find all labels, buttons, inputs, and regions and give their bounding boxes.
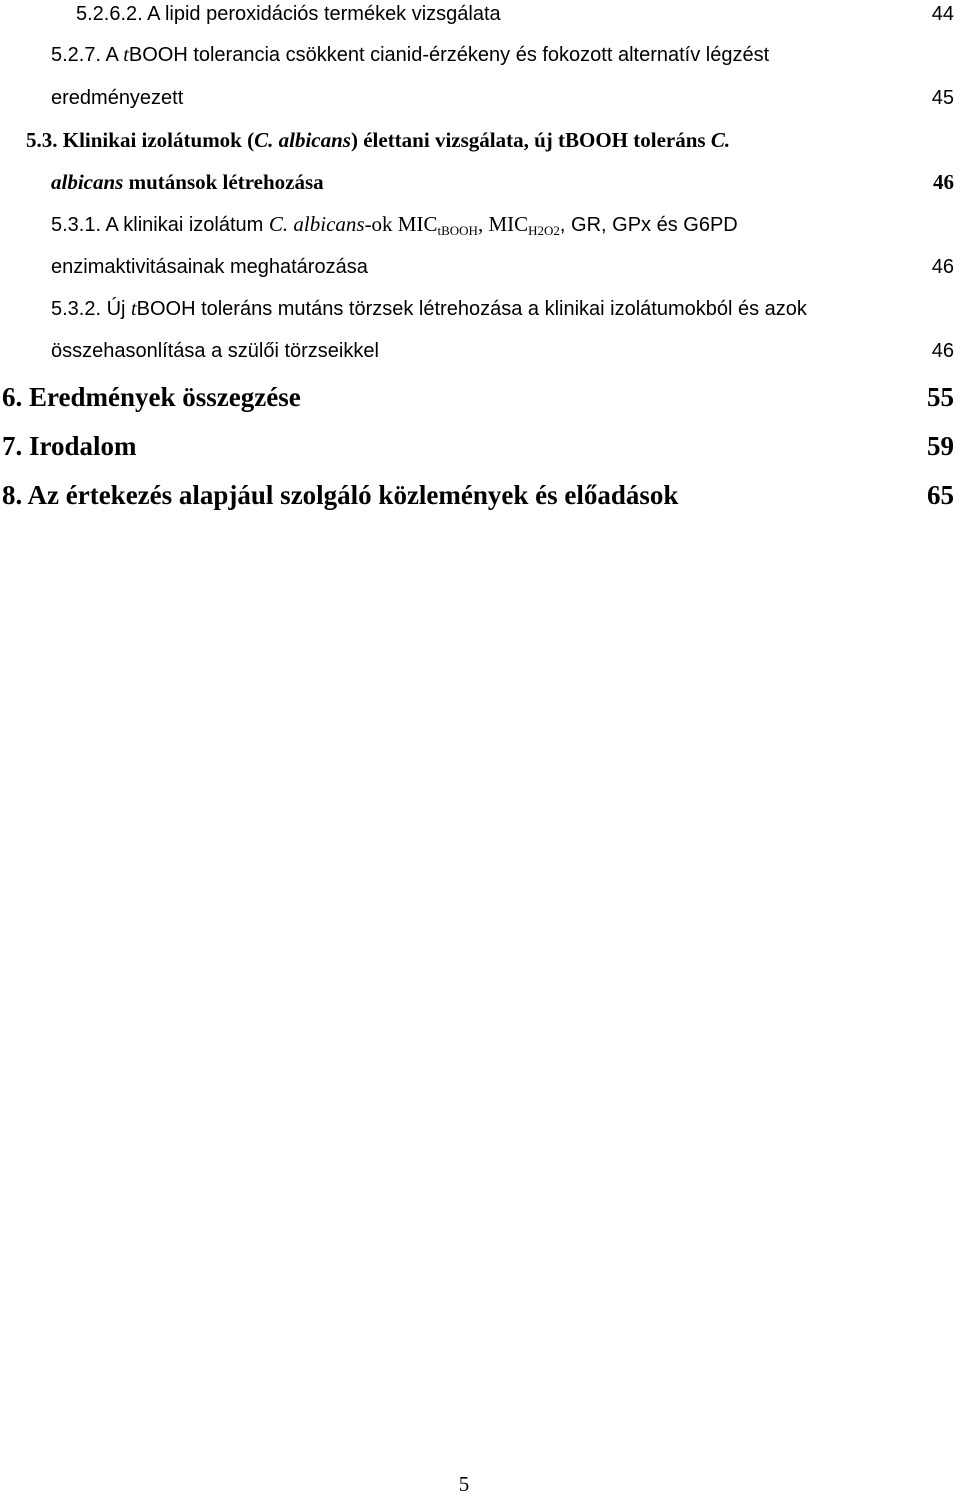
toc-entry-title-cont: eredményezett	[51, 87, 184, 109]
toc-entry-5-3-1-line2	[51, 257, 368, 277]
toc-entry-5-3-line2	[51, 172, 324, 193]
toc-entry-title: 5.2.7. A	[51, 44, 124, 66]
toc-entry-title-cont: enzimaktivitásainak meghatározása	[51, 256, 368, 278]
toc-entry-5-3[interactable]	[26, 130, 730, 151]
toc-entry-title-cont: , MIC	[477, 212, 529, 236]
toc-entry-title: 5.2.6.2. A lipid peroxidációs termékek vizsgálata	[76, 3, 501, 25]
toc-entry-title: 5.3.1. A klinikai izolátum	[51, 214, 269, 236]
toc-entry-title: 8. Az értekezés alapjául szolgáló közlemények és előadások	[2, 480, 679, 510]
toc-entry-title: 5.3.2. Új	[51, 298, 132, 320]
toc-page-number: 55	[927, 382, 954, 412]
toc-entry-5-2-7[interactable]	[51, 45, 769, 65]
toc-entry-italic: C.	[710, 128, 731, 152]
toc-entry-italic: t	[131, 298, 137, 320]
toc-page-number: 46	[931, 256, 954, 278]
toc-entry-5-2-6-2[interactable]	[76, 4, 501, 24]
toc-entry-5-3-2[interactable]	[51, 299, 807, 319]
toc-entry-5-3-1[interactable]	[51, 212, 738, 238]
toc-entry-italic: C. albicans	[254, 128, 351, 152]
toc-entry-italic: C. albicans	[268, 212, 365, 236]
toc-entry-title-cont: ) élettani vizsgálata, új tBOOH toleráns	[350, 128, 711, 152]
toc-entry-title: 6. Eredmények összegzése	[2, 382, 301, 412]
toc-entry-title-cont: összehasonlítása a szülői törzseikkel	[51, 340, 379, 362]
toc-entry-subscript: tBOOH	[437, 223, 478, 238]
toc-page-number: 44	[931, 3, 954, 25]
toc-entry-title-cont: BOOH toleráns mutáns törzsek létrehozása a klinikai izolátumokból és azok	[136, 298, 807, 320]
toc-entry-subscript: H2O2	[528, 223, 560, 238]
toc-entry-8[interactable]	[2, 482, 678, 509]
toc-entry-5-3-2-line2	[51, 341, 379, 361]
toc-page-number: 59	[927, 431, 954, 461]
toc-entry-title-cont: mutánsok létrehozása	[123, 170, 324, 194]
page-number: 5	[458, 1472, 470, 1496]
toc-page-number: 46	[931, 340, 954, 362]
toc-entry-title: 5.3. Klinikai izolátumok (	[26, 128, 255, 152]
toc-entry-5-2-7-line2	[51, 88, 183, 108]
toc-entry-6[interactable]	[2, 384, 301, 411]
toc-page-number: 45	[931, 87, 954, 109]
toc-entry-italic: t	[123, 44, 129, 66]
toc-entry-title-cont: , GR, GPx és G6PD	[559, 214, 738, 236]
toc-entry-7[interactable]	[2, 433, 137, 460]
toc-entry-title-cont: -ok MIC	[364, 212, 438, 236]
toc-entry-title-cont: BOOH tolerancia csökkent cianid-érzékeny és fokozott alternatív légzést	[128, 44, 770, 66]
toc-entry-title: 7. Irodalom	[2, 431, 137, 461]
toc-page-number: 65	[927, 480, 954, 510]
toc-entry-italic: albicans	[51, 170, 124, 194]
toc-page-number: 46	[933, 170, 954, 194]
